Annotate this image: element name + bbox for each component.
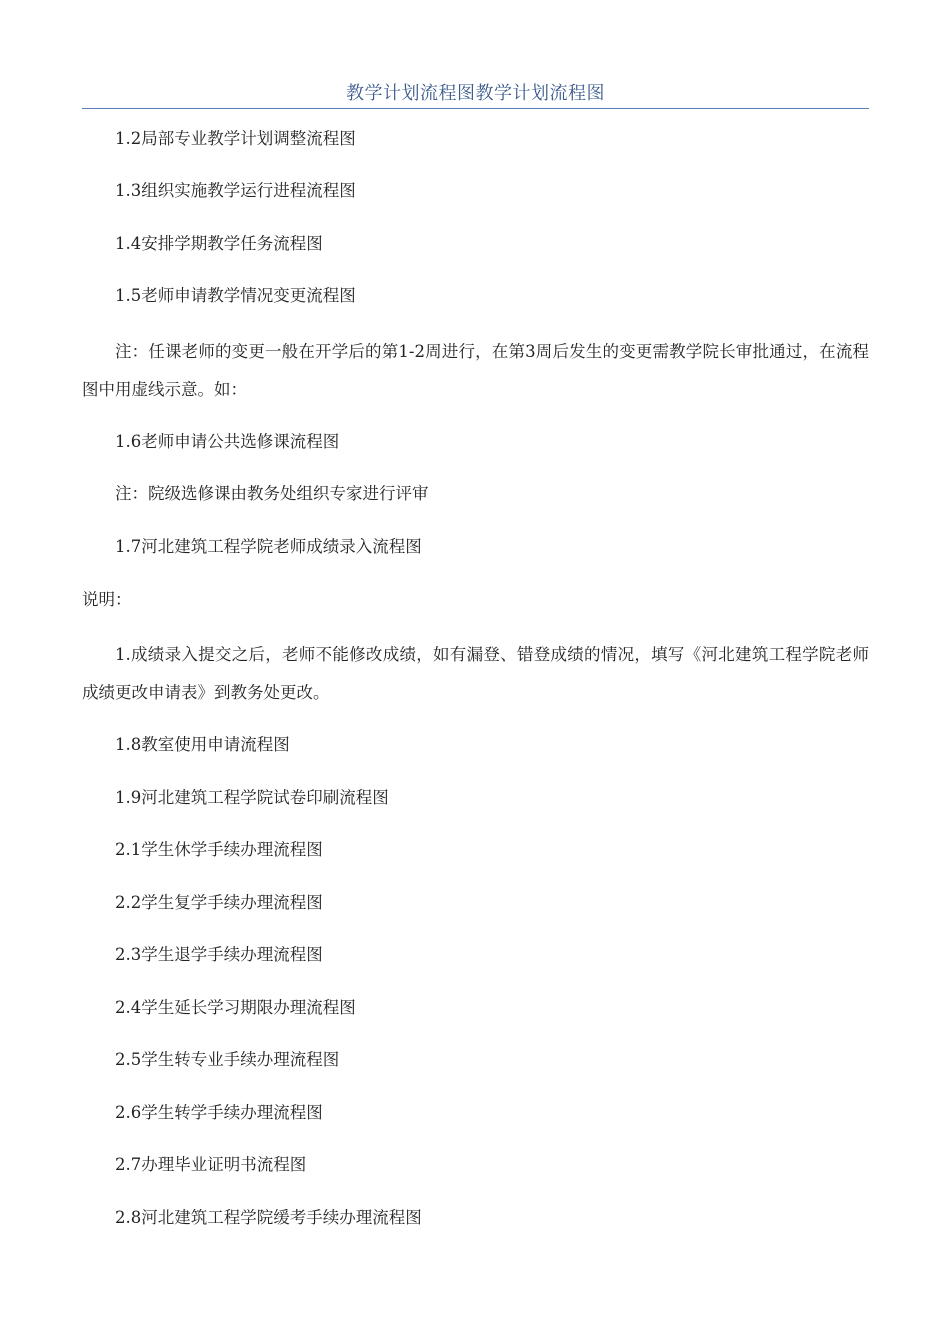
paragraph-2-7: 2.7办理毕业证明书流程图 [115,1155,307,1174]
paragraph-2-6: 2.6学生转学手续办理流程图 [115,1103,323,1122]
paragraph-2-5: 2.5学生转专业手续办理流程图 [115,1050,340,1069]
page-title: 教学计划流程图教学计划流程图 [346,83,605,104]
paragraph-1-9: 1.9河北建筑工程学院试卷印刷流程图 [115,788,389,807]
paragraph-2-1: 2.1学生休学手续办理流程图 [115,840,323,859]
paragraph-1-8: 1.8教室使用申请流程图 [115,735,290,754]
note-elective-review: 注：院级选修课由教务处组织专家进行评审 [115,484,429,503]
paragraph-2-2: 2.2学生复学手续办理流程图 [115,893,323,912]
paragraph-1-6: 1.6老师申请公共选修课流程图 [115,432,340,451]
explanation-grade-entry: 1.成绩录入提交之后，老师不能修改成绩，如有漏登、错登成绩的情况，填写《河北建筑工程学院老师成绩更改申请表》到教务处更改。 [82,645,869,702]
page-header [82,80,869,109]
explanation-label: 说明： [82,590,132,609]
note-teacher-change: 注：任课老师的变更一般在开学后的第1-2周进行，在第3周后发生的变更需教学院长审批通过，在流程图中用虚线示意。如： [82,342,869,399]
paragraph-1-2: 1.2局部专业教学计划调整流程图 [115,129,356,148]
paragraph-1-7: 1.7河北建筑工程学院老师成绩录入流程图 [115,537,422,556]
paragraph-2-3: 2.3学生退学手续办理流程图 [115,945,323,964]
paragraph-1-3: 1.3组织实施教学运行进程流程图 [115,181,356,200]
paragraph-1-5: 1.5老师申请教学情况变更流程图 [115,286,356,305]
paragraph-2-8: 2.8河北建筑工程学院缓考手续办理流程图 [115,1208,422,1227]
paragraph-1-4: 1.4安排学期教学任务流程图 [115,234,323,253]
paragraph-2-4: 2.4学生延长学习期限办理流程图 [115,998,356,1017]
